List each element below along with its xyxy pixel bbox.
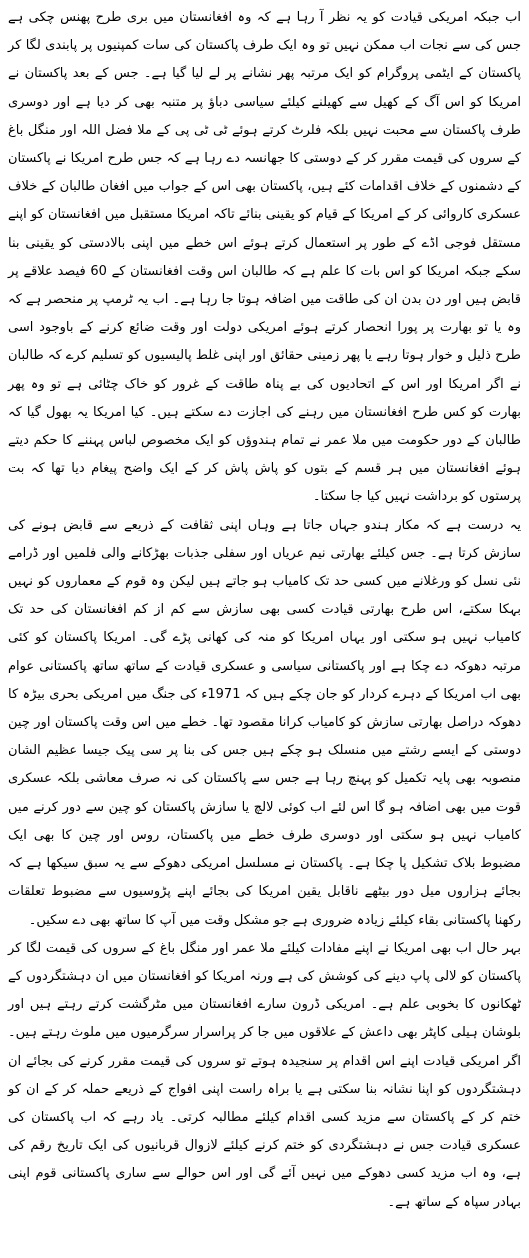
paragraph-3: بہر حال اب بھی امریکا نے اپنے مفادات کیلئے ملا عمر اور منگل باغ کے سروں کی قیمت لگا کر پاکستان کو لالی پاپ دینے کی کوشش کی ہے ورنہ امریکا کو افغانستان میں ان دہشتگردوں کے ٹھکانوں کا بخوبی علم ہے۔ امریکی ڈرون سارے افغانستان میں مٹرگشت کرتے رہتے ہیں اور بلوشان ہیلی کاپٹر بھی داعش کے علاقوں میں جا کر پراسرار سرگرمیوں میں ملوث رہتے ہیں۔ اگر امریکی قیادت اپنے اس اقدام پر سنجیدہ ہوتے تو سروں کی قیمت مقرر کرنے کی بجائے ان دہشتگردوں کو اپنا نشانہ بنا سکتی ہے یا براہ راست اپنی افواج کے ذریعے حملہ کر کے ان کو ختم کر کے پاکستان سے مزید کسی اقدام کیلئے مطالبہ کرتی۔ یاد رہے کہ اب پاکستان کی عسکری قیادت جس نے دہشتگردی کو ختم کرنے کیلئے لازوال قربانیوں کی ایک تاریخ رقم کی ہے، وہ اب مزید کسی دھوکے میں نہیں آئے گی اور اس حوالے سے ساری پاکستانی قوم اپنی بہادر سپاہ کے ساتھ ہے۔ [8,940,521,1210]
paragraph-1: اب جبکہ امریکی قیادت کو یہ نظر آ رہا ہے کہ وہ افغانستان میں بری طرح پھنس چکی ہے جس کی سے نجات اب ممکن نہیں تو وہ ایک طرف پاکستان کی سات کمپنیوں پر پابندی لگا کر پاکستان کے ایٹمی پروگرام کو ایک مرتبہ پھر نشانے پر لے لیا گیا ہے۔ جس کے بعد پاکستان نے امریکا کو اس آگ کے کھیل سے کھیلنے کیلئے سیاسی دباؤ پر متنبہ بھی کر دیا ہے اور دوسری طرف پاکستان سے محبت نہیں بلکہ فلرٹ کرتے ہوئے ٹی ٹی پی کے ملا فضل اللہ اور منگل باغ کے سروں کی قیمت مقرر کر کے دوستی کا جھانسہ دے رہا ہے کہ جس طرح امریکا نے پاکستان کے دشمنوں کے خلاف اقدامات کئے ہیں، پاکستان بھی اس کے جواب میں افغان طالبان کے خلاف عسکری کاروائی کر کے امریکا کے قیام کو یقینی بنائے تاکہ امریکا مستقبل میں افغانستان کو اپنے مستقل فوجی اڈے کے طور پر استعمال کرتے ہوئے اس خطے میں اپنی بالادستی کو یقینی بنا سکے جبکہ امریکا کو اس بات کا علم ہے کہ طالبان اس وقت افغانستان کے 60 فیصد علاقے پر قابض ہیں اور دن بدن ان کی طاقت میں اضافہ ہوتا جا رہا ہے۔ اب یہ ٹرمپ پر منحصر ہے کہ وہ یا تو بھارت پر پورا انحصار کرتے ہوئے امریکی دولت اور وقت ضائع کرنے کے باوجود اسی طرح ذلیل و خوار ہوتا رہے یا پھر زمینی حقائق اور اپنی غلط پالیسیوں کو تسلیم کرے کہ طالبان نے اگر امریکا اور اس کے اتحادیوں کی بے پناہ طاقت کے غرور کو خاک چٹائی ہے تو وہ پھر بھارت کو کس طرح افغانستان میں رہنے کی اجازت دے سکتے ہیں۔ کیا امریکا یہ بھول گیا کہ طالبان کے دور حکومت میں ملا عمر نے تمام ہندوؤں کو ایک مخصوص لباس پہننے کا حکم دیتے ہوئے افغانستان میں ہر قسم کے بتوں کو پاش پاش کر کے ایک واضح پیغام دیا تھا کہ بت پرستوں کو برداشت نہیں کیا جا سکتا۔ [8,10,521,505]
paragraph-2: یہ درست ہے کہ مکار ہندو جہاں جاتا ہے وہاں اپنی ثقافت کے ذریعے سے قابض ہونے کی سازش کرتا ہے۔ جس کیلئے بھارتی نیم عریاں اور سفلی جذبات بھڑکانے والی فلمیں اور ڈرامے نئی نسل کو ورغلانے میں کسی حد تک کامیاب ہو جاتے ہیں لیکن وہ قوم کے معماروں کو نہیں بہکا سکتے، اس طرح بھارتی قیادت کسی بھی سازش سے کم از کم افغانستان کی حد تک کامیاب نہیں ہو سکتی اور یہاں امریکا کو منہ کی کھانی پڑے گی۔ امریکا پاکستان کو کئی مرتبہ دھوکہ دے چکا ہے اور پاکستانی سیاسی و عسکری قیادت کے ساتھ ساتھ پاکستانی عوام بھی اب امریکا کے دہرے کردار کو جان چکے ہیں کہ 1971ء کی جنگ میں امریکی بحری بیڑہ کا دھوکہ دراصل بھارتی سازش کو کامیاب کرانا مقصود تھا۔ خطے میں اس وقت پاکستان اور چین دوستی کے ایسے رشتے میں منسلک ہو چکے ہیں جس کی بنا پر سی پیک جیسا عظیم الشان منصوبہ بھی پایہ تکمیل کو پہنچ رہا ہے جس سے پاکستان کی نہ صرف معاشی بلکہ عسکری قوت میں بھی اضافہ ہو گا اس لئے اب کوئی لالچ یا سازش پاکستان کو چین سے دور کرنے میں کامیاب نہیں ہو سکتی اور دوسری طرف خطے میں پاکستان، روس اور چین کا بھی ایک مضبوط بلاک تشکیل پا چکا ہے۔ پاکستان نے مسلسل امریکی دھوکے سے یہ سبق سیکھا ہے کہ بجائے ہزاروں میل دور بیٹھے ناقابل یقین امریکا کی بجائے اپنے پڑوسیوں سے مضبوط تعلقات رکھنا پاکستانی بقاء کیلئے زیادہ ضروری ہے جو مشکل وقت میں آپ کا ساتھ بھی دے سکیں۔ [8,517,521,928]
